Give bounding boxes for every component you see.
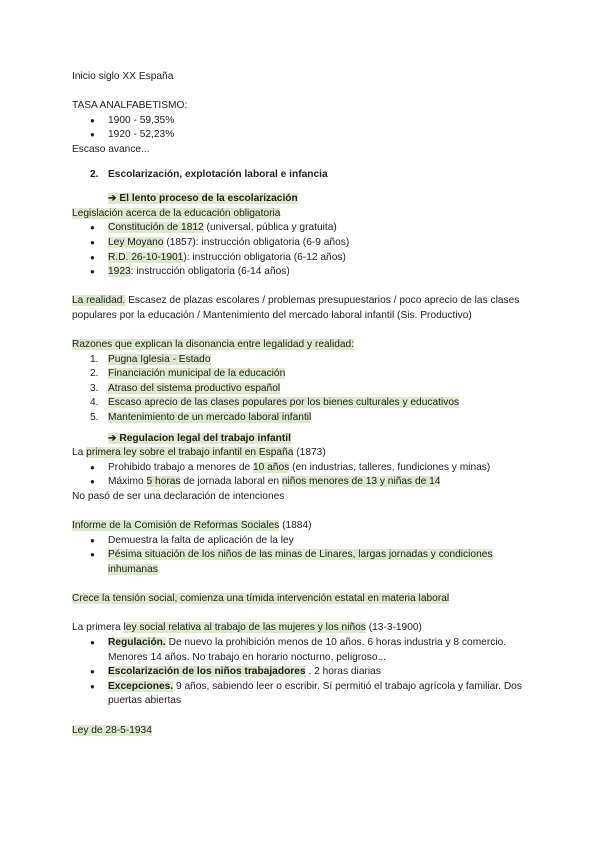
subsection-heading: [72, 432, 542, 447]
list-item: ● 1900 - 59,35%: [72, 114, 542, 129]
section-title: Escolarización, explotación laboral e infancia: [108, 168, 328, 180]
intro-title: Inicio siglo XX España: [72, 71, 174, 82]
list-item: ● Regulación. De nuevo la prohibición menos de 10 años. 6 horas industria y 8 comercio. Menores 14 años. No trabajo en horario nocturno, peligroso...: [72, 636, 542, 665]
ley-social-line: La primera ley social relativa al trabajo de las mujeres y los niños (13-3-1900): [72, 622, 422, 634]
tasa-label: TASA ANALFABETISMO:: [72, 100, 188, 112]
section-heading: [72, 168, 542, 183]
list-item: 2. Financiación municipal de la educación: [90, 368, 286, 380]
no-paso-line: No pasó de ser una declaración de intenciones: [72, 491, 285, 503]
list-item: ● Máximo 5 horas de jornada laboral en niños menores de 13 y niñas de 14: [72, 475, 542, 490]
rates-list: [72, 114, 542, 143]
first-law-list: [72, 461, 542, 490]
list-item: ● R.D. 26-10-1901): instrucción obligatoria (6-12 años): [72, 251, 542, 266]
tension-line: Crece la tensión social, comienza una tímida intervención estatal en materia laboral: [72, 593, 450, 605]
subsection-title: El lento proceso de la escolarización: [119, 193, 298, 205]
informe-line: Informe de la Comisión de Reformas Sociales (1884): [72, 520, 312, 532]
subsection-heading: [72, 192, 542, 207]
ley-1934-line: Ley de 28-5-1934: [72, 724, 152, 736]
list-item: ● 1923: instrucción obligatoria (6-14 años): [72, 265, 542, 280]
reasons-label: Razones que explican la disonancia entre legalidad y realidad:: [72, 339, 355, 351]
first-law-line: La primera ley sobre el trabajo infantil en España (1873): [72, 447, 326, 459]
arrow-icon: ➔: [108, 193, 117, 205]
laws-list: [72, 221, 542, 279]
informe-list: [72, 534, 542, 578]
legislation-label: Legislación acerca de la educación obligatoria: [72, 207, 281, 219]
list-item: ● Demuestra la falta de aplicación de la ley: [72, 534, 542, 549]
ley-social-list: [72, 636, 542, 709]
list-item: ● Constitución de 1812 (universal, pública y gratuita): [72, 221, 542, 236]
list-item: 3. Atraso del sistema productivo español: [90, 382, 281, 394]
document-page: [72, 70, 542, 738]
list-item: ● 1920 - 52,23%: [72, 128, 542, 143]
subsection-title: Regulacion legal del trabajo infantil: [119, 432, 291, 444]
list-item: 4. Escaso aprecio de las clases populares por los bienes culturales y educativos: [90, 397, 460, 409]
list-item: 5. Mantenimiento de un mercado laboral infantil: [90, 412, 312, 424]
reality-paragraph: La realidad. Escasez de plazas escolares / problemas presupuestarios / poco aprecio de las clases populares por la educación / Mantenimiento del mercado laboral infantil (Sis. Productivo): [72, 295, 520, 321]
list-item: ● Escolarización de los niños trabajadores . 2 horas diarias: [72, 665, 542, 680]
list-item: ● Ley Moyano (1857): instrucción obligatoria (6-9 años): [72, 236, 542, 251]
intro-note: Escaso avance...: [72, 143, 150, 155]
list-item: ● Excepciones. 9 años, sabiendo leer o escribir. Sí permitió el trabajo agrícola y familiar. Dos puertas abiertas: [72, 680, 542, 709]
arrow-icon: ➔: [108, 432, 117, 444]
list-item: ● Prohibido trabajo a menores de 10 años (en industrias, talleres, fundiciones y minas): [72, 461, 542, 476]
section-number: 2.: [90, 168, 99, 180]
reasons-list: [72, 353, 542, 426]
list-item: ● Pésima situación de los niños de las minas de Linares, largas jornadas y condiciones inhumanas: [72, 548, 542, 577]
list-item: 1. Pugna Iglesia - Estado: [90, 353, 211, 365]
